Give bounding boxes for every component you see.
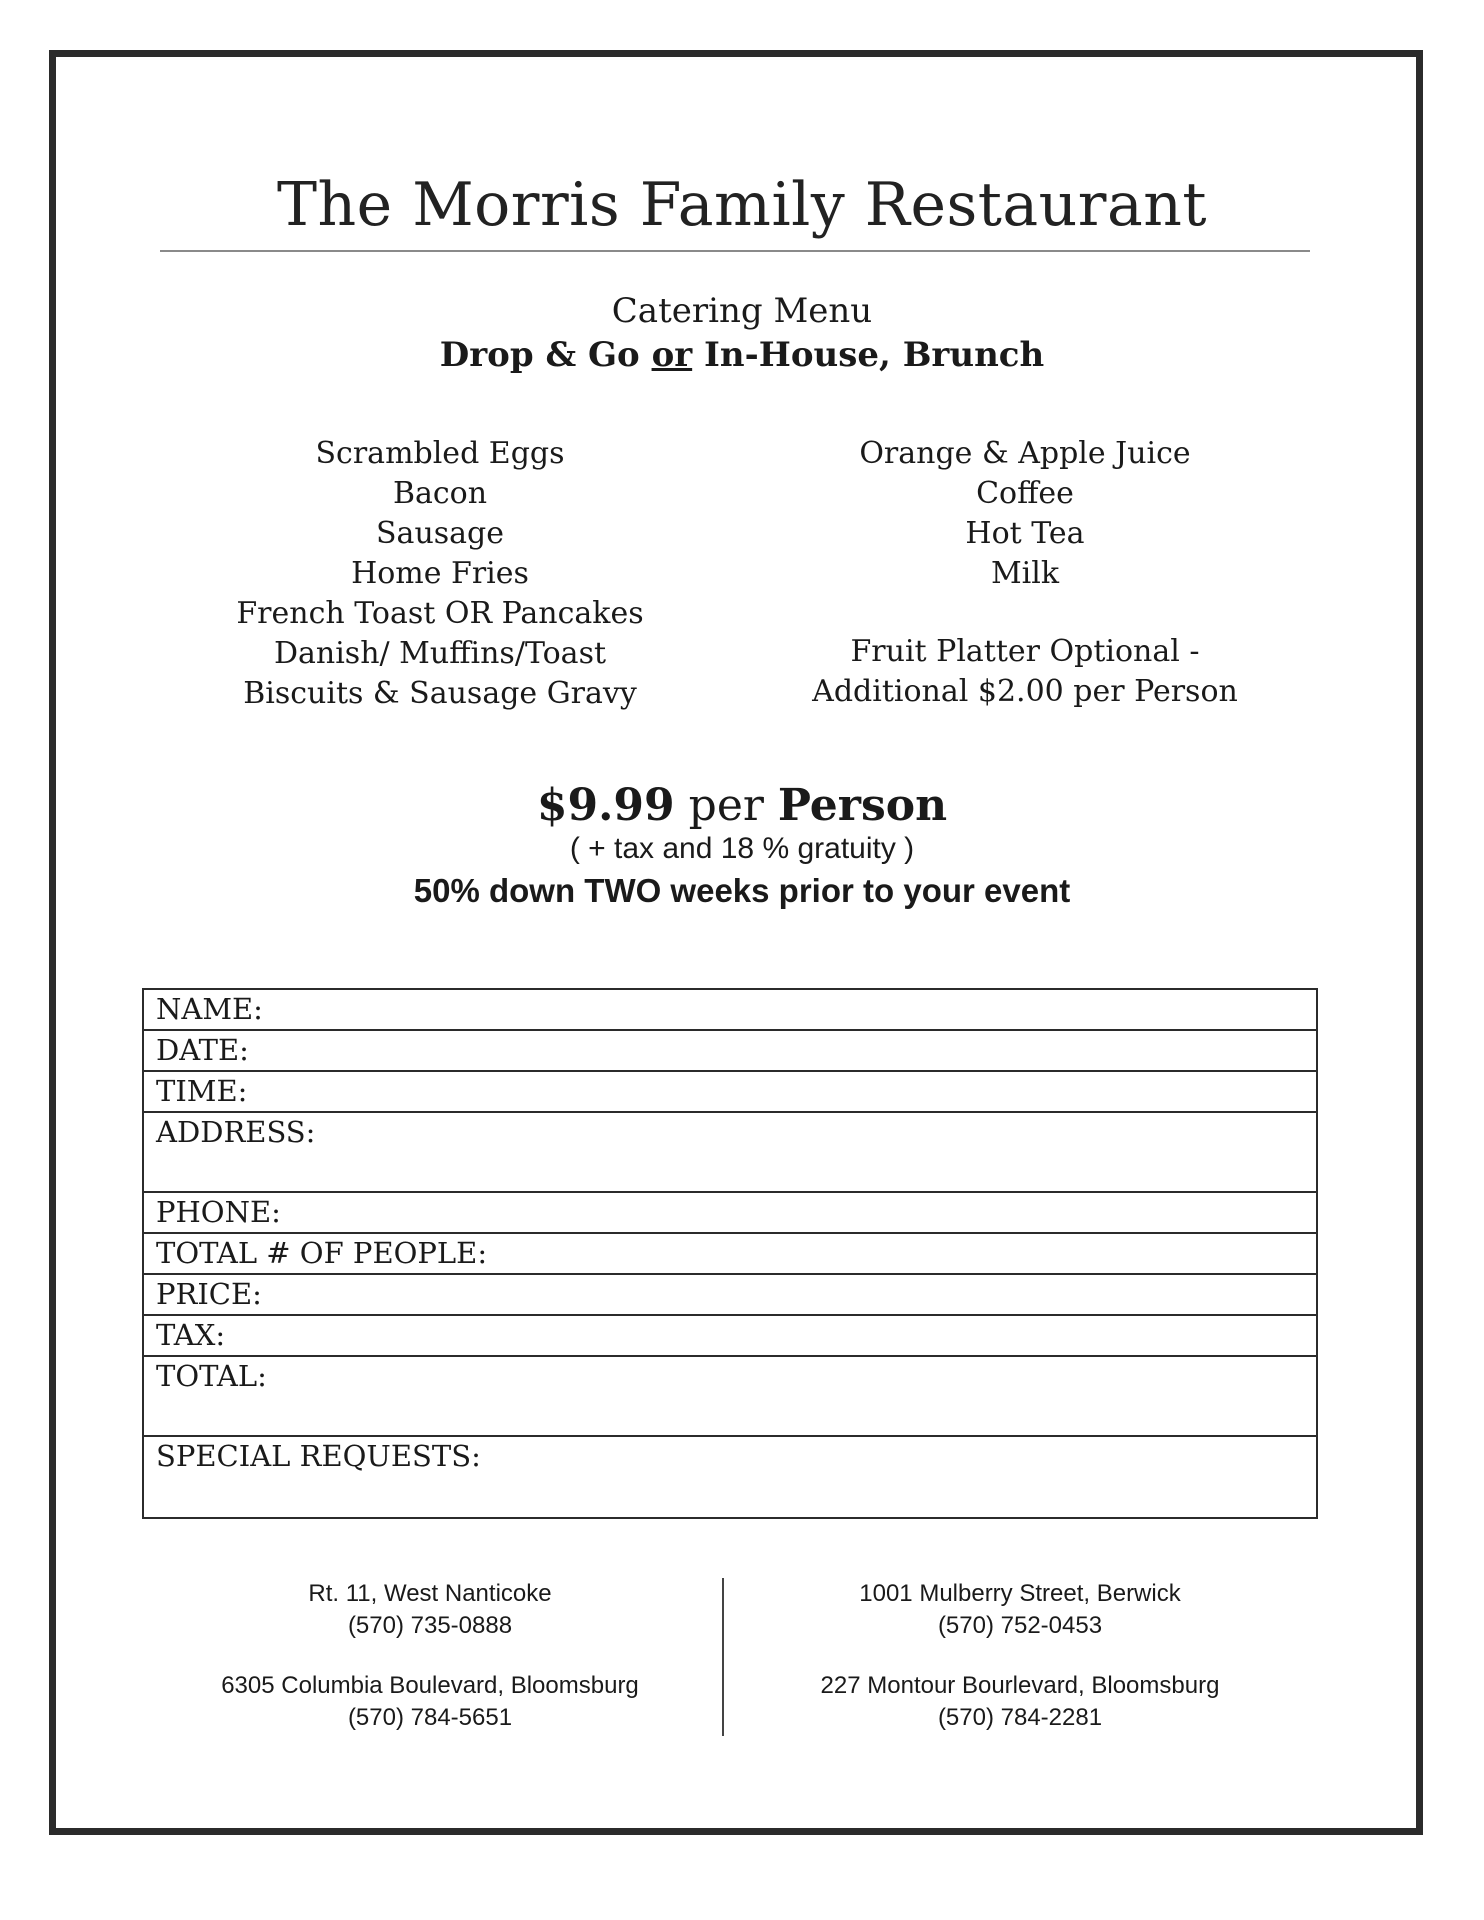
location-address: 227 Montour Bourlevard, Bloomsburg <box>820 1672 1220 1699</box>
service-part1: Drop & Go <box>439 335 652 375</box>
restaurant-title: The Morris Family Restaurant <box>277 170 1207 240</box>
price-per-person <box>0 780 1484 831</box>
spacer <box>170 1642 690 1670</box>
tax-gratuity-note: ( + tax and 18 % gratuity ) <box>569 832 915 865</box>
form-field-phone[interactable]: PHONE: <box>144 1193 1316 1234</box>
form-field-price[interactable]: PRICE: <box>144 1275 1316 1316</box>
location-address: 6305 Columbia Boulevard, Bloomsburg <box>221 1672 639 1699</box>
fruit-platter-note: Fruit Platter Optional - <box>850 634 1200 669</box>
location-address: 1001 Mulberry Street, Berwick <box>859 1580 1181 1607</box>
menu-item: Scrambled Eggs <box>315 436 565 471</box>
service-or: or <box>651 335 693 375</box>
menu-item: Bacon <box>392 476 488 511</box>
form-field-total-people[interactable]: TOTAL # OF PEOPLE: <box>144 1234 1316 1275</box>
locations-left <box>170 1578 690 1734</box>
menu-item: French Toast OR Pancakes <box>236 596 644 631</box>
form-field-date[interactable]: DATE: <box>144 1031 1316 1072</box>
menu-item: Sausage <box>376 516 504 551</box>
price-amount: $9.99 <box>536 780 675 831</box>
price-per-word: per <box>688 780 764 831</box>
locations-right <box>760 1578 1280 1734</box>
location-phone: (570) 784-5651 <box>347 1704 513 1731</box>
price-person-word: Person <box>777 780 948 831</box>
catering-menu-heading: Catering Menu <box>611 291 873 331</box>
menu-item: Danish/ Muffins/Toast <box>273 636 607 671</box>
order-form <box>142 988 1318 1519</box>
location-phone: (570) 752-0453 <box>937 1612 1103 1639</box>
food-menu-list <box>160 434 720 714</box>
drink-item: Coffee <box>976 476 1074 511</box>
spacer <box>745 594 1305 632</box>
menu-item: Home Fries <box>351 556 529 591</box>
form-field-address[interactable]: ADDRESS: <box>144 1113 1316 1193</box>
menu-item: Biscuits & Sausage Gravy <box>243 676 637 711</box>
spacer <box>760 1642 1280 1670</box>
drink-item: Hot Tea <box>965 516 1085 551</box>
title-divider <box>160 250 1310 252</box>
location-address: Rt. 11, West Nanticoke <box>308 1580 552 1607</box>
fruit-platter-price: Additional $2.00 per Person <box>812 674 1238 709</box>
service-type-heading <box>0 335 1484 375</box>
drink-item: Milk <box>990 556 1060 591</box>
drink-item: Orange & Apple Juice <box>859 436 1191 471</box>
form-field-total[interactable]: TOTAL: <box>144 1357 1316 1437</box>
service-part2: In-House, Brunch <box>692 335 1045 375</box>
form-field-time[interactable]: TIME: <box>144 1072 1316 1113</box>
location-phone: (570) 784-2281 <box>937 1704 1103 1731</box>
form-field-name[interactable]: NAME: <box>144 990 1316 1031</box>
location-phone: (570) 735-0888 <box>347 1612 513 1639</box>
form-field-tax[interactable]: TAX: <box>144 1316 1316 1357</box>
form-field-special-requests[interactable]: SPECIAL REQUESTS: <box>156 1439 481 1473</box>
drink-menu-list <box>745 434 1305 712</box>
footer-divider <box>722 1578 724 1736</box>
deposit-note: 50% down TWO weeks prior to your event <box>413 872 1071 909</box>
